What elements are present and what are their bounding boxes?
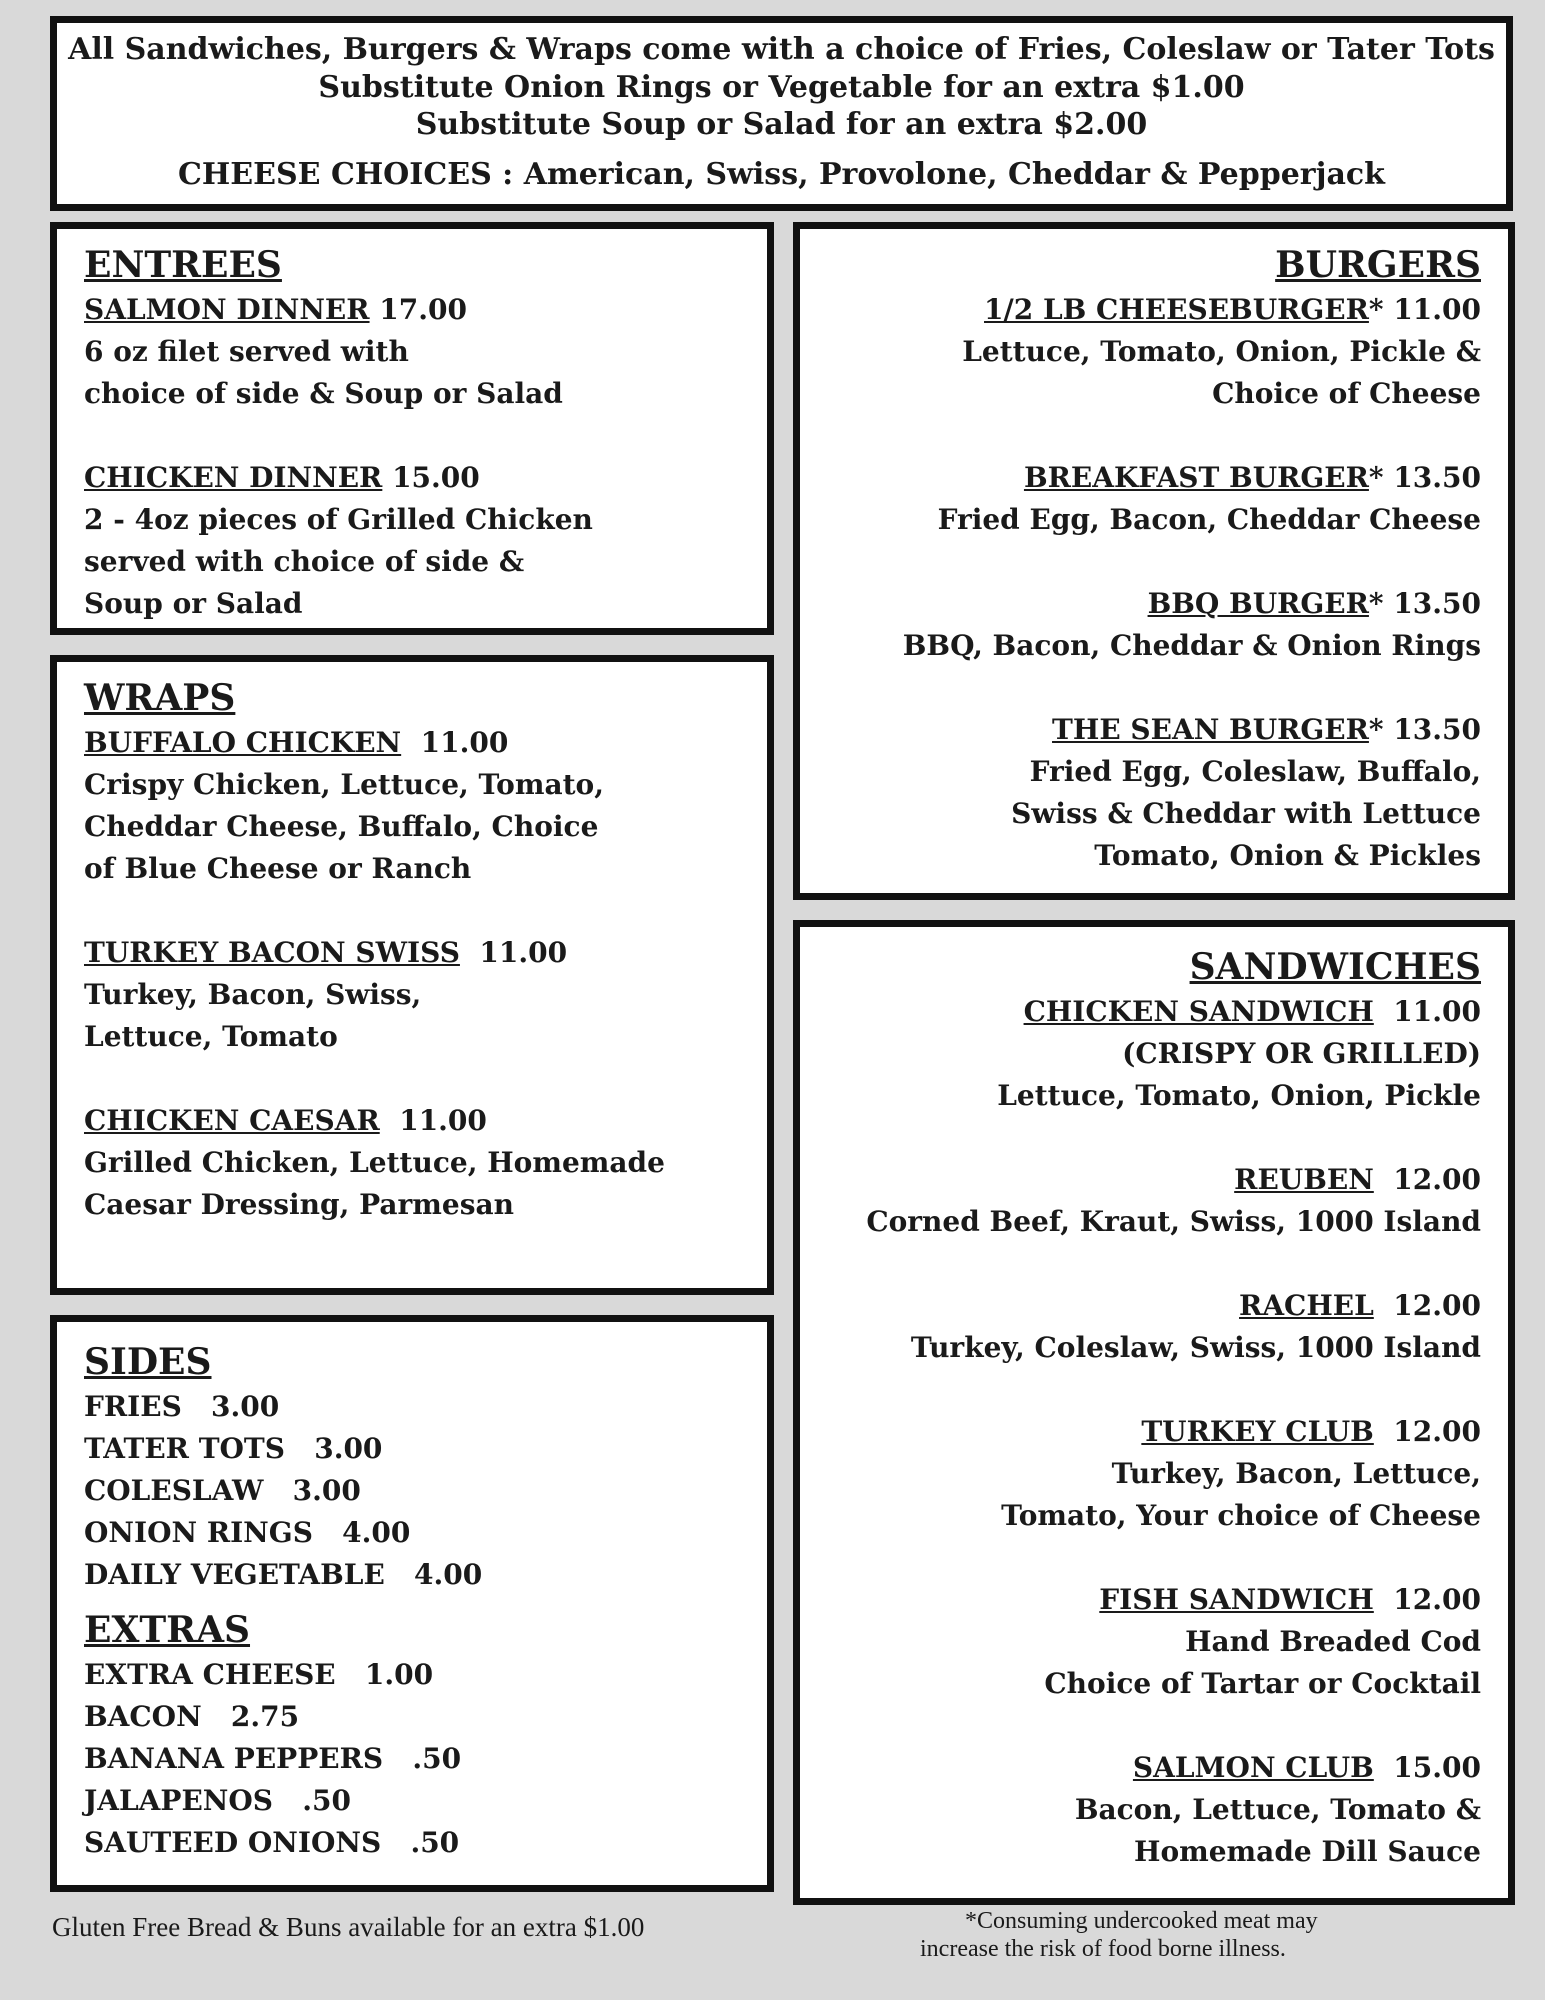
- sandwiches-heading: SANDWICHES: [1189, 946, 1481, 988]
- menu-item-desc: Homemade Dill Sauce: [1133, 1835, 1481, 1868]
- notice-onion-rings-line: Substitute Onion Rings or Vegetable for an extra $1.00: [318, 70, 1245, 105]
- menu-item-title: [827, 289, 1481, 331]
- side-item: ONION RINGS 4.00: [84, 1516, 411, 1549]
- menu-item-desc: Lettuce, Tomato, Onion, Pickle &: [962, 335, 1481, 368]
- menu-item-price: * 13.50: [1368, 461, 1481, 494]
- menu-item-desc: Turkey, Coleslaw, Swiss, 1000 Island: [910, 1331, 1481, 1364]
- menu-item-desc: of Blue Cheese or Ranch: [84, 852, 472, 885]
- side-item: TATER TOTS 3.00: [84, 1432, 383, 1465]
- menu-item-title: [827, 457, 1481, 499]
- menu-item-desc: (CRISPY OR GRILLED): [1122, 1037, 1481, 1070]
- menu-item-title: [84, 1100, 740, 1142]
- side-item: FRIES 3.00: [84, 1390, 280, 1423]
- notice-soup-salad-line: Substitute Soup or Salad for an extra $2.00: [415, 107, 1148, 142]
- menu-item-desc: served with choice of side &: [84, 545, 525, 578]
- menu-item-price: 11.00: [459, 936, 568, 969]
- menu-item-title: [84, 932, 740, 974]
- menu-item-desc: Tomato, Onion & Pickles: [1094, 839, 1481, 872]
- menu-item-desc: Hand Breaded Cod: [1185, 1625, 1481, 1658]
- menu-item-price: 11.00: [401, 726, 509, 759]
- extra-item: EXTRA CHEESE 1.00: [84, 1658, 434, 1691]
- sides-heading: SIDES: [84, 1341, 212, 1383]
- menu-item-title: [84, 457, 740, 499]
- menu-item-desc: 6 oz filet served with: [84, 335, 409, 368]
- menu-item-price: 15.00: [1373, 1751, 1481, 1784]
- menu-item-price: * 13.50: [1368, 713, 1481, 746]
- menu-item-title: [827, 1747, 1481, 1789]
- menu-item-desc: Soup or Salad: [84, 587, 303, 620]
- menu-item-desc: Turkey, Bacon, Lettuce,: [1111, 1457, 1481, 1490]
- food-safety-warning: [920, 1907, 1540, 1963]
- warning-line: increase the risk of food borne illness.: [920, 1936, 1286, 1962]
- burgers-heading: BURGERS: [1275, 244, 1481, 286]
- notice-cheese-choices-line: CHEESE CHOICES : American, Swiss, Provolone, Cheddar & Pepperjack: [178, 157, 1385, 192]
- menu-item-desc: Tomato, Your choice of Cheese: [1001, 1499, 1481, 1532]
- menu-item-desc: Swiss & Cheddar with Lettuce: [1011, 797, 1481, 830]
- menu-item-name: SALMON CLUB: [1132, 1751, 1374, 1784]
- menu-item-title: [84, 722, 740, 764]
- menu-item-name: TURKEY BACON SWISS: [84, 936, 460, 969]
- menu-item-name: BBQ BURGER: [1147, 587, 1369, 620]
- menu-item-desc: choice of side & Soup or Salad: [84, 377, 563, 410]
- menu-item-title: [827, 1285, 1481, 1327]
- menu-item-name: CHICKEN DINNER: [84, 461, 383, 494]
- menu-item-name: REUBEN: [1234, 1163, 1374, 1196]
- menu-item-name: RACHEL: [1239, 1289, 1374, 1322]
- menu-item-name: SALMON DINNER: [84, 293, 370, 326]
- menu-item-name: CHICKEN CAESAR: [84, 1104, 380, 1137]
- menu-item-desc: 2 - 4oz pieces of Grilled Chicken: [84, 503, 593, 536]
- menu-item-desc: Cheddar Cheese, Buffalo, Choice: [84, 810, 599, 843]
- menu-item-desc: Bacon, Lettuce, Tomato &: [1074, 1793, 1481, 1826]
- menu-item-title: [827, 583, 1481, 625]
- menu-item-desc: Fried Egg, Bacon, Cheddar Cheese: [937, 503, 1481, 536]
- wraps-content: [84, 674, 740, 1226]
- menu-item-price: 12.00: [1373, 1163, 1481, 1196]
- wraps-heading: WRAPS: [84, 677, 236, 719]
- entrees-section: [50, 222, 774, 635]
- menu-item-price: 11.00: [1373, 995, 1481, 1028]
- menu-item-name: CHICKEN SANDWICH: [1023, 995, 1374, 1028]
- menu-item-desc: Crispy Chicken, Lettuce, Tomato,: [84, 768, 604, 801]
- menu-item-desc: Choice of Cheese: [1212, 377, 1481, 410]
- sides-extras-section: [50, 1315, 774, 1892]
- menu-item-name: BUFFALO CHICKEN: [84, 726, 402, 759]
- burgers-section: [793, 222, 1515, 900]
- extra-item: BANANA PEPPERS .50: [84, 1742, 462, 1775]
- menu-item-desc: Corned Beef, Kraut, Swiss, 1000 Island: [866, 1205, 1481, 1238]
- sandwiches-section: [793, 920, 1515, 1905]
- menu-item-price: * 13.50: [1368, 587, 1481, 620]
- menu-item-price: 17.00: [369, 293, 467, 326]
- menu-item-price: * 11.00: [1368, 293, 1481, 326]
- menu-item-desc: Caesar Dressing, Parmesan: [84, 1188, 514, 1221]
- menu-item-name: 1/2 LB CHEESEBURGER: [984, 293, 1369, 326]
- menu-item-title: [827, 709, 1481, 751]
- sides-content: [84, 1338, 740, 1864]
- extra-item: SAUTEED ONIONS .50: [84, 1826, 460, 1859]
- menu-item-price: 12.00: [1373, 1583, 1481, 1616]
- menu-item-title: [827, 991, 1481, 1033]
- menu-item-desc: BBQ, Bacon, Cheddar & Onion Rings: [902, 629, 1481, 662]
- menu-item-price: 12.00: [1373, 1415, 1481, 1448]
- menu-item-title: [84, 289, 740, 331]
- extras-heading: EXTRAS: [84, 1609, 251, 1651]
- menu-item-name: TURKEY CLUB: [1141, 1415, 1374, 1448]
- menu-item-desc: Choice of Tartar or Cocktail: [1044, 1667, 1481, 1700]
- menu-item-desc: Lettuce, Tomato, Onion, Pickle: [997, 1079, 1481, 1112]
- menu-item-desc: Lettuce, Tomato: [84, 1020, 338, 1053]
- burgers-content: [827, 241, 1481, 877]
- side-item: DAILY VEGETABLE 4.00: [84, 1558, 483, 1591]
- gluten-free-note: Gluten Free Bread & Buns available for an extra $1.00: [52, 1912, 645, 1942]
- sandwiches-content: [827, 943, 1481, 1873]
- menu-item-title: [827, 1579, 1481, 1621]
- menu-item-price: 15.00: [382, 461, 480, 494]
- extra-item: JALAPENOS .50: [84, 1784, 351, 1817]
- entrees-heading: ENTREES: [84, 244, 282, 286]
- menu-item-desc: Grilled Chicken, Lettuce, Homemade: [84, 1146, 665, 1179]
- menu-item-desc: Fried Egg, Coleslaw, Buffalo,: [1029, 755, 1481, 788]
- menu-item-name: BREAKFAST BURGER: [1023, 461, 1369, 494]
- side-item: COLESLAW 3.00: [84, 1474, 361, 1507]
- extra-item: BACON 2.75: [84, 1700, 300, 1733]
- menu-item-price: 11.00: [379, 1104, 487, 1137]
- menu-item-title: [827, 1411, 1481, 1453]
- menu-item-name: FISH SANDWICH: [1099, 1583, 1374, 1616]
- menu-item-price: 12.00: [1373, 1289, 1481, 1322]
- menu-item-title: [827, 1159, 1481, 1201]
- wraps-section: [50, 655, 774, 1295]
- notice-box: [50, 16, 1513, 211]
- warning-line: *Consuming undercooked meat may: [965, 1908, 1318, 1934]
- menu-item-name: THE SEAN BURGER: [1052, 713, 1369, 746]
- menu-item-desc: Turkey, Bacon, Swiss,: [84, 978, 422, 1011]
- entrees-content: [84, 241, 740, 625]
- notice-sides-line: All Sandwiches, Burgers & Wraps come with a choice of Fries, Coleslaw or Tater Tots: [68, 32, 1495, 67]
